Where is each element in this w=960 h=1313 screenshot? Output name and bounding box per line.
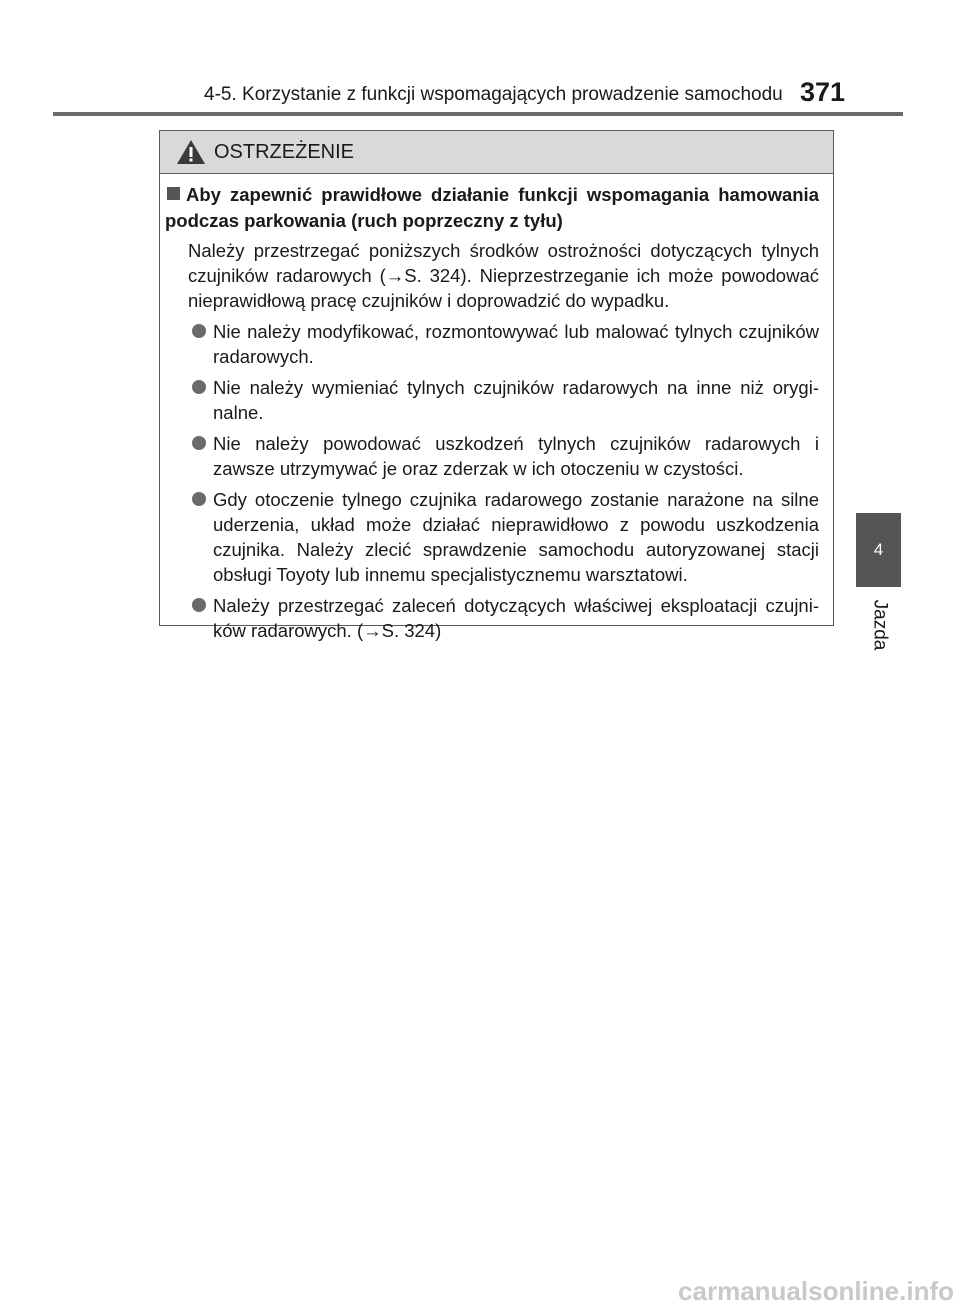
chapter-tab [856,513,901,587]
list-item-text: Nie należy wymieniać tylnych czujników radarowych na inne niż orygi-nalne. [213,377,819,423]
bullet-icon [192,324,206,338]
list-item-text: Nie należy modyfikować, rozmontowywać lub malować tylnych czujników radarowych. [213,321,819,367]
square-bullet-icon [167,187,180,200]
list-item-text: Należy przestrzegać zaleceń dotyczących właściwej eksploatacji czujni-ków radarowych. (→S. 324) [213,595,819,641]
list-item [192,319,819,369]
page-number: 371 [800,77,846,107]
precaution-list [192,319,819,643]
list-item-text: Gdy otoczenie tylnego czujnika radarowego zostanie narażone na silne uderzenia, układ może działać nieprawidłowo z powodu uszkodzenia czujnika. Należy zlecić sprawdzenie samochodu autoryzowanej stacji obsługi Toyoty lub innemu specjalistycznemu warsztatowi. [213,489,819,585]
intro-paragraph: Należy przestrzegać poniższych środków ostrożności dotyczących tylnych czujników radarowych (→S. 324). Nieprzestrzeganie ich może powodować nieprawidłową pracę czujników i doprowadzić do wypadku. [188,240,819,311]
warning-title: OSTRZEŻENIE [214,140,355,163]
warning-box [159,130,834,641]
bullet-icon [192,598,206,612]
list-item [192,431,819,481]
section-heading-text: Aby zapewnić prawidłowe działanie funkcji wspomagania hamowania podczas parkowania (ruch poprzeczny z tyłu) [165,184,819,231]
bullet-icon [192,380,206,394]
section-title: 4-5. Korzystanie z funkcji wspomagających prowadzenie samochodu [204,84,783,105]
bullet-icon [192,436,206,450]
chapter-number: 4 [873,540,884,559]
warning-triangle-icon [176,139,206,165]
list-item [192,375,819,425]
header-rule [53,112,903,116]
bullet-icon [192,492,206,506]
section-heading [165,182,819,234]
list-item-text: Nie należy powodować uszkodzeń tylnych czujników radarowych i zawsze utrzymywać je oraz zderzak w ich otoczeniu w czystości. [213,433,819,479]
list-item [192,593,819,643]
warning-body [160,174,833,643]
list-item [192,487,819,587]
chapter-label [866,595,892,655]
page-header [0,0,960,116]
watermark: carmanualsonline.info [678,1276,954,1306]
chapter-label-text: Jazda [869,599,891,651]
warning-header [160,131,833,174]
